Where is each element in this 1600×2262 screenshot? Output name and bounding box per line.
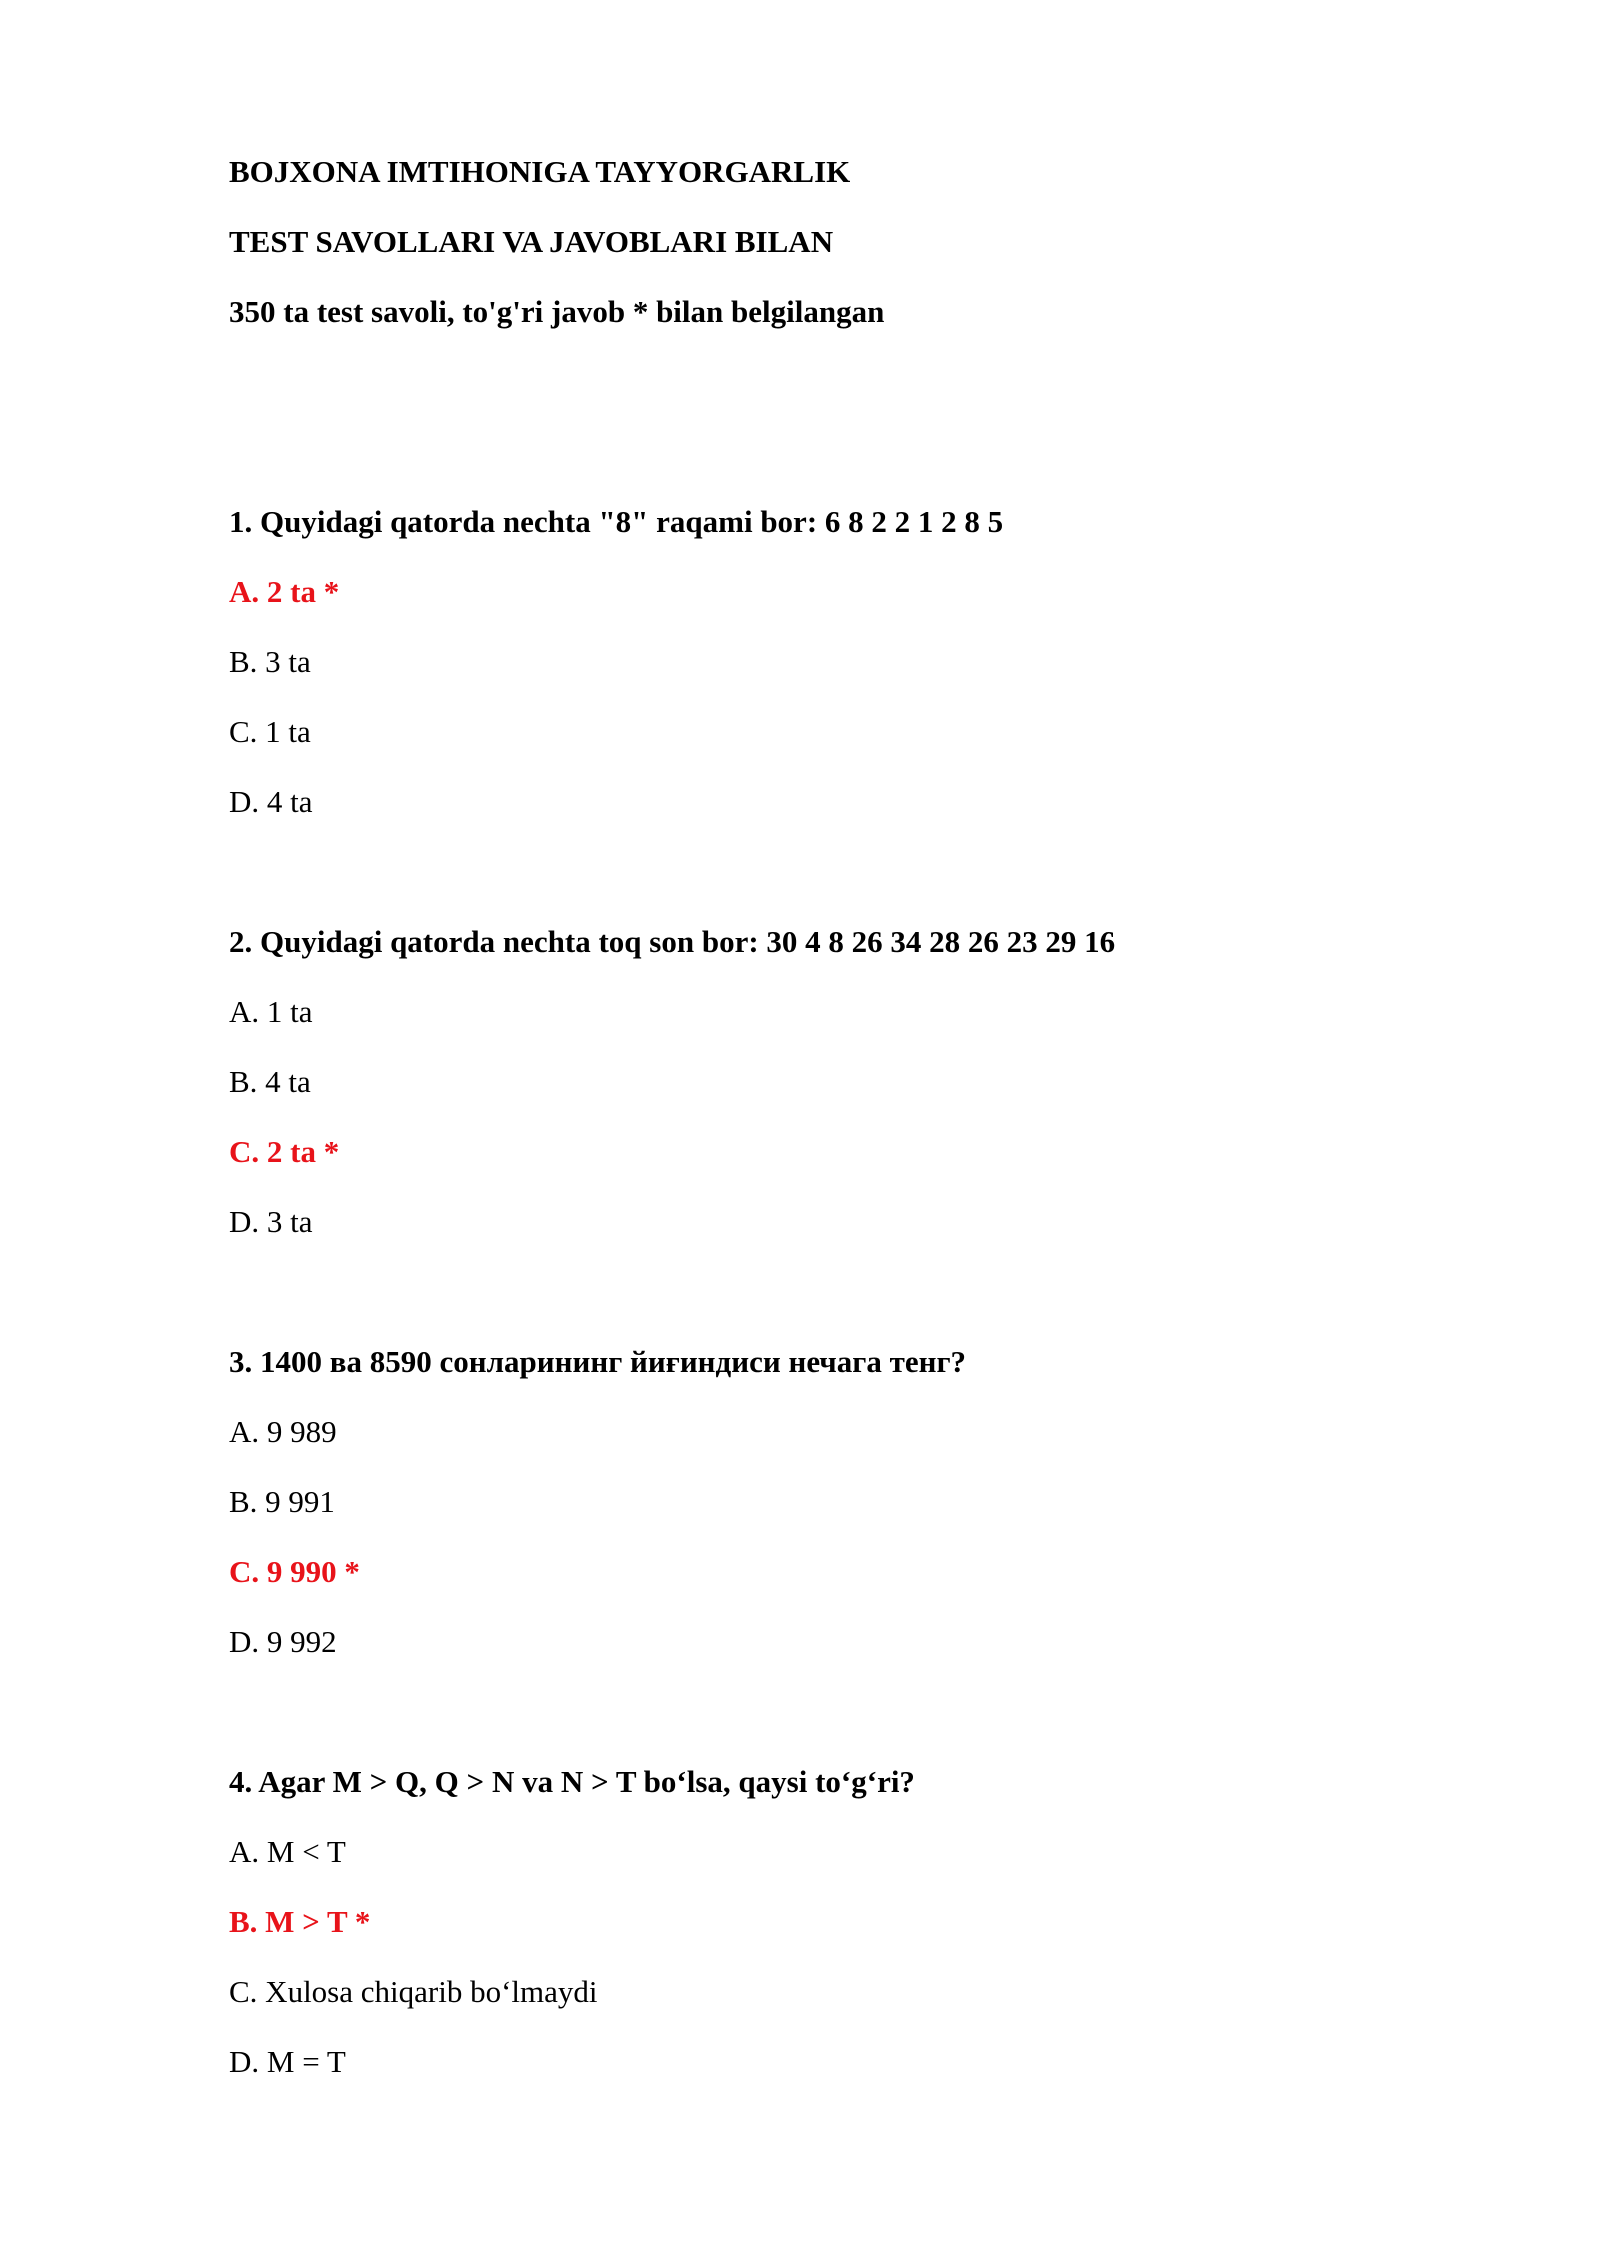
answer-option-correct: B. M > T *: [229, 1904, 371, 1939]
answer-option-correct: C. 9 990 *: [229, 1554, 360, 1589]
answer-option: A. M < T: [229, 1834, 346, 1869]
answer-option: D. M = T: [229, 2044, 346, 2079]
answer-option: A. 9 989: [229, 1414, 337, 1449]
answer-option: B. 4 ta: [229, 1064, 311, 1099]
question-text: 1. Quyidagi qatorda nechta "8" raqami bor: 6 8 2 2 1 2 8 5: [229, 504, 1004, 539]
answer-option: B. 3 ta: [229, 644, 311, 679]
answer-option-correct: A. 2 ta *: [229, 574, 340, 609]
document-subtitle: 350 ta test savoli, to'g'ri javob * bilan belgilangan: [229, 294, 885, 329]
answer-option: C. Xulosa chiqarib bo‘lmaydi: [229, 1974, 598, 2009]
answer-option: D. 9 992: [229, 1624, 337, 1659]
document-title-line2: TEST SAVOLLARI VA JAVOBLARI BILAN: [229, 224, 834, 259]
document-title-line1: BOJXONA IMTIHONIGA TAYYORGARLIK: [229, 154, 851, 189]
answer-option: D. 3 ta: [229, 1204, 313, 1239]
answer-option-correct: C. 2 ta *: [229, 1134, 340, 1169]
question-text: 3. 1400 ва 8590 сонларининг йиғиндиси нечага тенг?: [229, 1344, 967, 1379]
question-text: 4. Agar M > Q, Q > N va N > T bo‘lsa, qaysi to‘g‘ri?: [229, 1764, 915, 1799]
answer-option: D. 4 ta: [229, 784, 313, 819]
answer-option: A. 1 ta: [229, 994, 313, 1029]
answer-option: B. 9 991: [229, 1484, 335, 1519]
question-text: 2. Quyidagi qatorda nechta toq son bor: 30 4 8 26 34 28 26 23 29 16: [229, 924, 1116, 959]
answer-option: C. 1 ta: [229, 714, 311, 749]
